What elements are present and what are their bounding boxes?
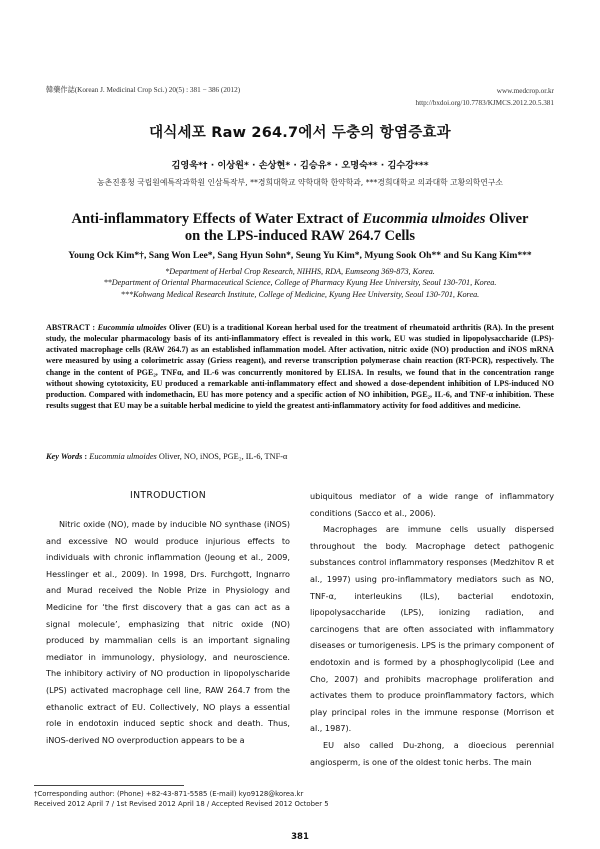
affiliation-2: **Department of Oriental Pharmaceutical Science, College of Pharmacy Kyung Hee University, Seoul 130-701, Korea. (103, 278, 497, 288)
received-dates: Received 2012 April 7 / 1st Revised 2012 April 18 / Accepted Revised 2012 October 5 (34, 799, 329, 808)
korean-title: 대식세포 Raw 264.7에서 두충의 항염증효과 (149, 125, 451, 141)
keywords: Key Words : Eucommia ulmoides Oliver, NO, iNOS, PGE₂, IL-6, TNF-α (46, 452, 288, 461)
abstract-author-name: Oliver (166, 323, 191, 332)
english-title-line1 (0, 211, 600, 228)
footnote (34, 790, 329, 809)
english-authors: Young Ock Kim*†, Sang Won Lee*, Sang Hyun Sohn*, Seung Yu Kim*, Myung Sook Oh** and Su Kang Kim*** (68, 250, 532, 261)
abstract-species: Eucommia ulmoides (97, 323, 167, 332)
korean-affiliations: 농촌진흥청 국립원예특작과학원 인삼특작부, **경희대학교 약학대학 한약학과, ***경희대학교 의과대학 고황의학연구소 (97, 178, 503, 187)
intro-paragraph-2: Macrophages are immune cells usually dispersed throughout the body. Macrophage detect pathogenic substances control inflammatory responses (Medzhitov R et al., 1997) using pro-inflammatory mediators such as NO, TNF-α, interleukins (ILs), bacterial endotoxin, lipopolysaccharide (LPS), ionizing radiation, and carcinogens that are often associated with inflammatory diseases or tumorigenesis. LPS is the primary component of endotoxin and is formed by a phosphoglycolipid (Lee and Cho, 2007) and prohibits macrophage proliferation and activates them to produce proinflammatory factors, which play principal roles in the immune response (Morrison et al., 1987). (310, 524, 554, 734)
footnote-divider (34, 785, 184, 786)
title-author-name: Oliver (485, 211, 529, 227)
right-column (310, 488, 554, 770)
affiliation-3: ***Kohwang Medical Research Institute, College of Medicine, Kyung Hee University, Seoul 130-701, Korea. (120, 289, 480, 299)
title-species: Eucommia ulmoides (362, 211, 486, 227)
affiliation-1: *Department of Herbal Crop Research, NIHHS, RDA, Eumseong 369-873, Korea. (165, 267, 435, 276)
abstract (46, 322, 554, 411)
journal-citation: 韓藥作誌(Korean J. Medicinal Crop Sci.) 20(5) : 381 − 386 (2012) (46, 86, 241, 94)
english-title (0, 211, 600, 245)
page-number: 381 (291, 832, 309, 842)
keywords-list: Oliver, NO, iNOS, PGE₂, IL-6, TNF-α (156, 452, 288, 461)
abstract-label: ABSTRACT : (46, 323, 98, 332)
korean-authors: 김영욱*† · 이상원* · 손상현* · 김승유* · 오명숙** · 김수강*** (171, 160, 429, 171)
intro-paragraph-3: EU also called Du-zhong, a dioecious perennial angiosperm, is one of the oldest tonic herbs. The main (310, 739, 554, 767)
left-column (46, 516, 290, 748)
journal-links (416, 85, 554, 109)
english-title-line2: on the LPS-induced RAW 264.7 Cells (184, 228, 416, 244)
intro-paragraph-continued: ubiquitous mediator of a wide range of inflammatory conditions (Sacco et al., 2006). (310, 491, 554, 518)
corresponding-author: †Corresponding author: (Phone) +82-43-871-5585 (E-mail) kyo9128@korea.kr (34, 790, 304, 798)
keywords-label: Key Words (46, 452, 83, 461)
journal-doi[interactable]: http://bxdoi.org/10.7783/KJMCS.2012.20.5.381 (415, 99, 554, 107)
intro-paragraph-1: Nitric oxide (NO), made by inducible NO synthase (iNOS) and excessive NO would produce injurious effects to individuals with chronic inflammation (Jeoung et al., 2009, Hesslinger et al., 2009). In 1998, Drs. Furchgott, Ingnarro and Murad received the Noble Prize in Physiology and Medicine for ‘the first discovery that a gas can act as a signal molecule’, emphasizing that nitric oxide (NO) produced by mammalian cells is an important signaling mediator in immunology, physiology, and neuroscience. The inhibitory activiry of NO production in lipopolyscharide (LPS) activated macrophage cell line, RAW 264.7 from the ethanolic extract of EU. Collectively, NO plays a essential role in endotoxin induced septic shock and death. Thus, iNOS-derived NO overproduction appears to be a (46, 519, 290, 745)
english-affiliations (0, 266, 600, 300)
keywords-species: Eucommia ulmoides (89, 452, 157, 461)
abstract-text: (EU) is a traditional Korean herbal used for the treatment of rheumatoid arthritis (RA). In the present study, the molecular pharmacology basis of its anti-inflammatory effect is revealed in this work, EU was studied in lipopolysaccharide (LPS)-activated macrophage cells (RAW 264.7) as an established inflammation model. After activation, nitric oxide (NO) production and iNOS mRNA were measured by using a colorimetric assay (Griess reagent), and reverse transcription polymerase chain reaction (RT-PCR), respectively. The change in the content of PGE₂, TNFα, and IL-6 was concurrently monitored by ELISA. In results, we found that in the concentration range without showing cytotoxicity, EU produced a remarkable anti-inflammatory effect and showed a dose-dependent inhibition of LPS-induced NO production. Compared with indomethacin, EU has more potency and a specific action of NO inhibition, PGE₂, IL-6, and TNF-α inhibition. These results suggest that EU may be a suitable herbal medicine to yield the greatest anti-inflammatory activity for food additives and medicine. (46, 323, 554, 411)
title-prefix: Anti-inflammatory Effects of Water Extract of (71, 211, 363, 227)
journal-website[interactable]: www.medcrop.or.kr (496, 87, 554, 95)
section-heading-introduction: INTRODUCTION (130, 490, 206, 501)
